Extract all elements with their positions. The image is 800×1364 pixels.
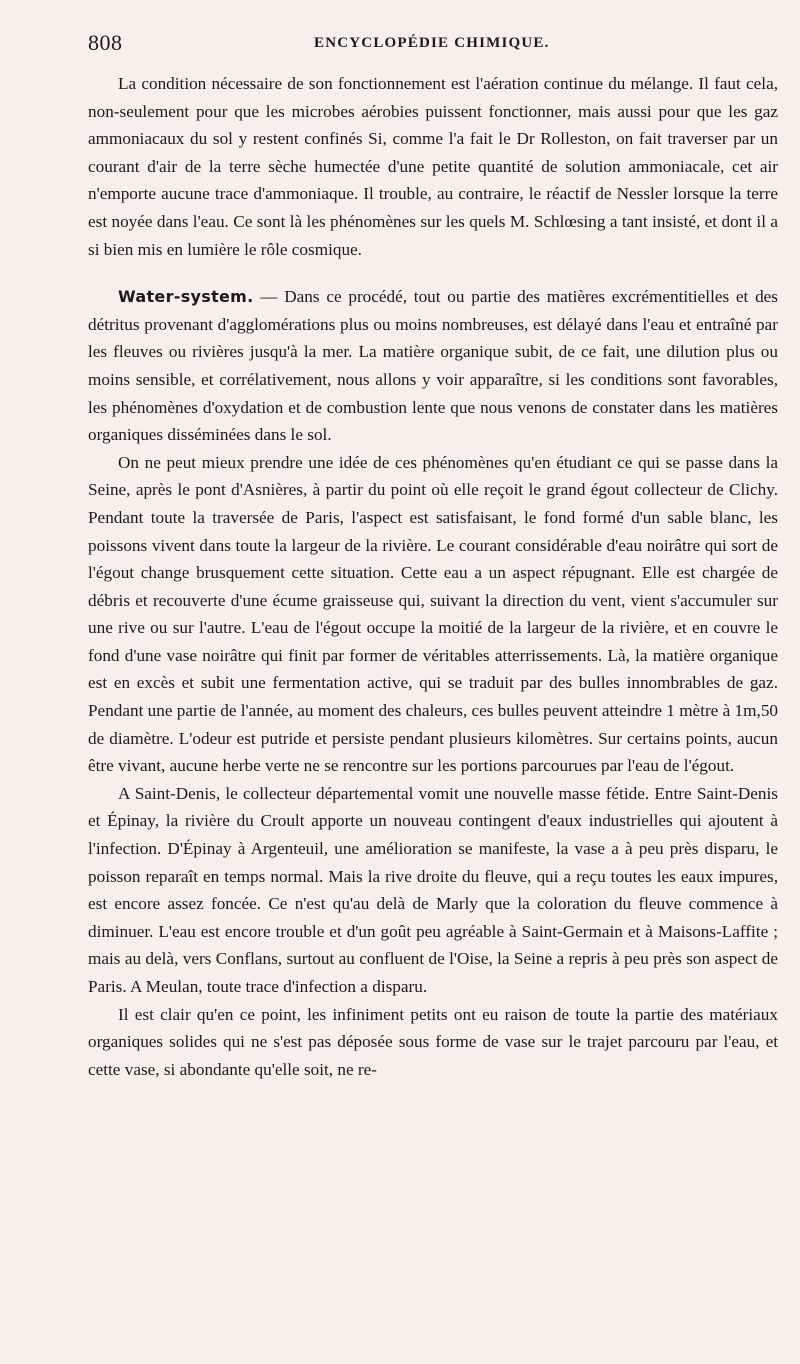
- paragraph-text: La condition nécessaire de son fonctionnement est l'aération continue du mélange. Il faut cela, non-seulement pour que les microbes aérobies puissent fonctionner, mais aussi pour que les gaz ammoniacaux du sol y restent confinés Si, comme l'a fait le Dr Rolleston, on fait traverser par un courant d'air de la terre sèche humectée d'une petite quantité de solution ammoniacale, cet air n'emporte aucune trace d'ammoniaque. Il trouble, au contraire, le réactif de Nessler lorsque la terre est noyée dans l'eau. Ce sont là les phénomènes sur les quels M. Schlœsing a tant insisté, et dont il a si bien mis en lumière le rôle cosmique.: [88, 74, 778, 259]
- paragraph-text: A Saint-Denis, le collecteur départemental vomit une nouvelle masse fétide. Entre Saint-Denis et Épinay, la rivière du Croult apporte un nouveau contingent d'eaux industrielles qui ajoutent à l'infection. D'Épinay à Argenteuil, une amélioration se manifeste, la vase a à peu près disparu, le poisson reparaît en temps normal. Mais la rive droite du fleuve, qui a reçu toutes les eaux impures, est encore assez foncée. Ce n'est qu'au delà de Marly que la coloration du fleuve commence à diminuer. L'eau est encore trouble et d'un goût peu agréable à Saint-Germain et à Maisons-Laffite ; mais au delà, vers Conflans, surtout au confluent de l'Oise, la Seine a repris à peu près son aspect de Paris. A Meulan, toute trace d'infection a disparu.: [88, 783, 778, 996]
- paragraph: [88, 283, 778, 449]
- paragraph: [88, 1001, 778, 1084]
- paragraph-text: — Dans ce procédé, tout ou partie des matières excrémentitielles et des détritus provenant d'agglomérations plus ou moins nombreuses, est délayé dans l'eau et entraîné par les fleuves ou rivières jusqu'à la mer. La matière organique subit, de ce fait, une dilution plus ou moins sensible, et corrélativement, nous allons y voir apparaître, si les conditions sont favorables, les phénomènes d'oxydation et de combustion lente que nous venons de constater dans les matières organiques disséminées dans le sol.: [88, 287, 778, 445]
- page-number: 808: [88, 30, 123, 55]
- paragraph-text: On ne peut mieux prendre une idée de ces phénomènes qu'en étudiant ce qui se passe dans la Seine, après le pont d'Asnières, à partir du point où elle reçoit le grand égout collecteur de Clichy. Pendant toute la traversée de Paris, l'aspect est satisfaisant, le fond formé d'un sable blanc, les poissons vivent dans toute la largeur de la rivière. Le courant considérable d'eau noirâtre qui sort de l'égout change brusquement cette situation. Cette eau a un aspect répugnant. Elle est chargée de débris et recouverte d'une écume graisseuse qui, suivant la direction du vent, vient s'accumuler sur une rive ou sur l'autre. L'eau de l'égout occupe la moitié de la largeur de la rivière, et en couvre le fond d'une vase noirâtre qui finit par former de véritables atterrissements. Là, la matière organique est en excès et subit une fermentation active, qui se traduit par des bulles innombrables de gaz. Pendant une partie de l'année, au moment des chaleurs, ces bulles peuvent atteindre 1 mètre à 1m,50 de diamètre. L'odeur est putride et persiste pendant plusieurs kilomètres. Sur certains points, aucun être vivant, aucune herbe verte ne se rencontre sur les portions parcourues par l'eau de l'égout.: [88, 452, 778, 776]
- body-text: [88, 70, 778, 1083]
- page-header: [88, 30, 778, 60]
- paragraph: [88, 449, 778, 780]
- paragraph-text: Il est clair qu'en ce point, les infiniment petits ont eu raison de toute la partie des matériaux organiques solides qui ne s'est pas déposée sous forme de vase sur le trajet parcouru par l'eau, et cette vase, si abondante qu'elle soit, ne re-: [88, 1004, 778, 1079]
- paragraph: [88, 70, 778, 263]
- running-title: ENCYCLOPÉDIE CHIMIQUE.: [314, 35, 550, 51]
- section-lead: Water-system.: [118, 287, 254, 307]
- paragraph: [88, 780, 778, 1001]
